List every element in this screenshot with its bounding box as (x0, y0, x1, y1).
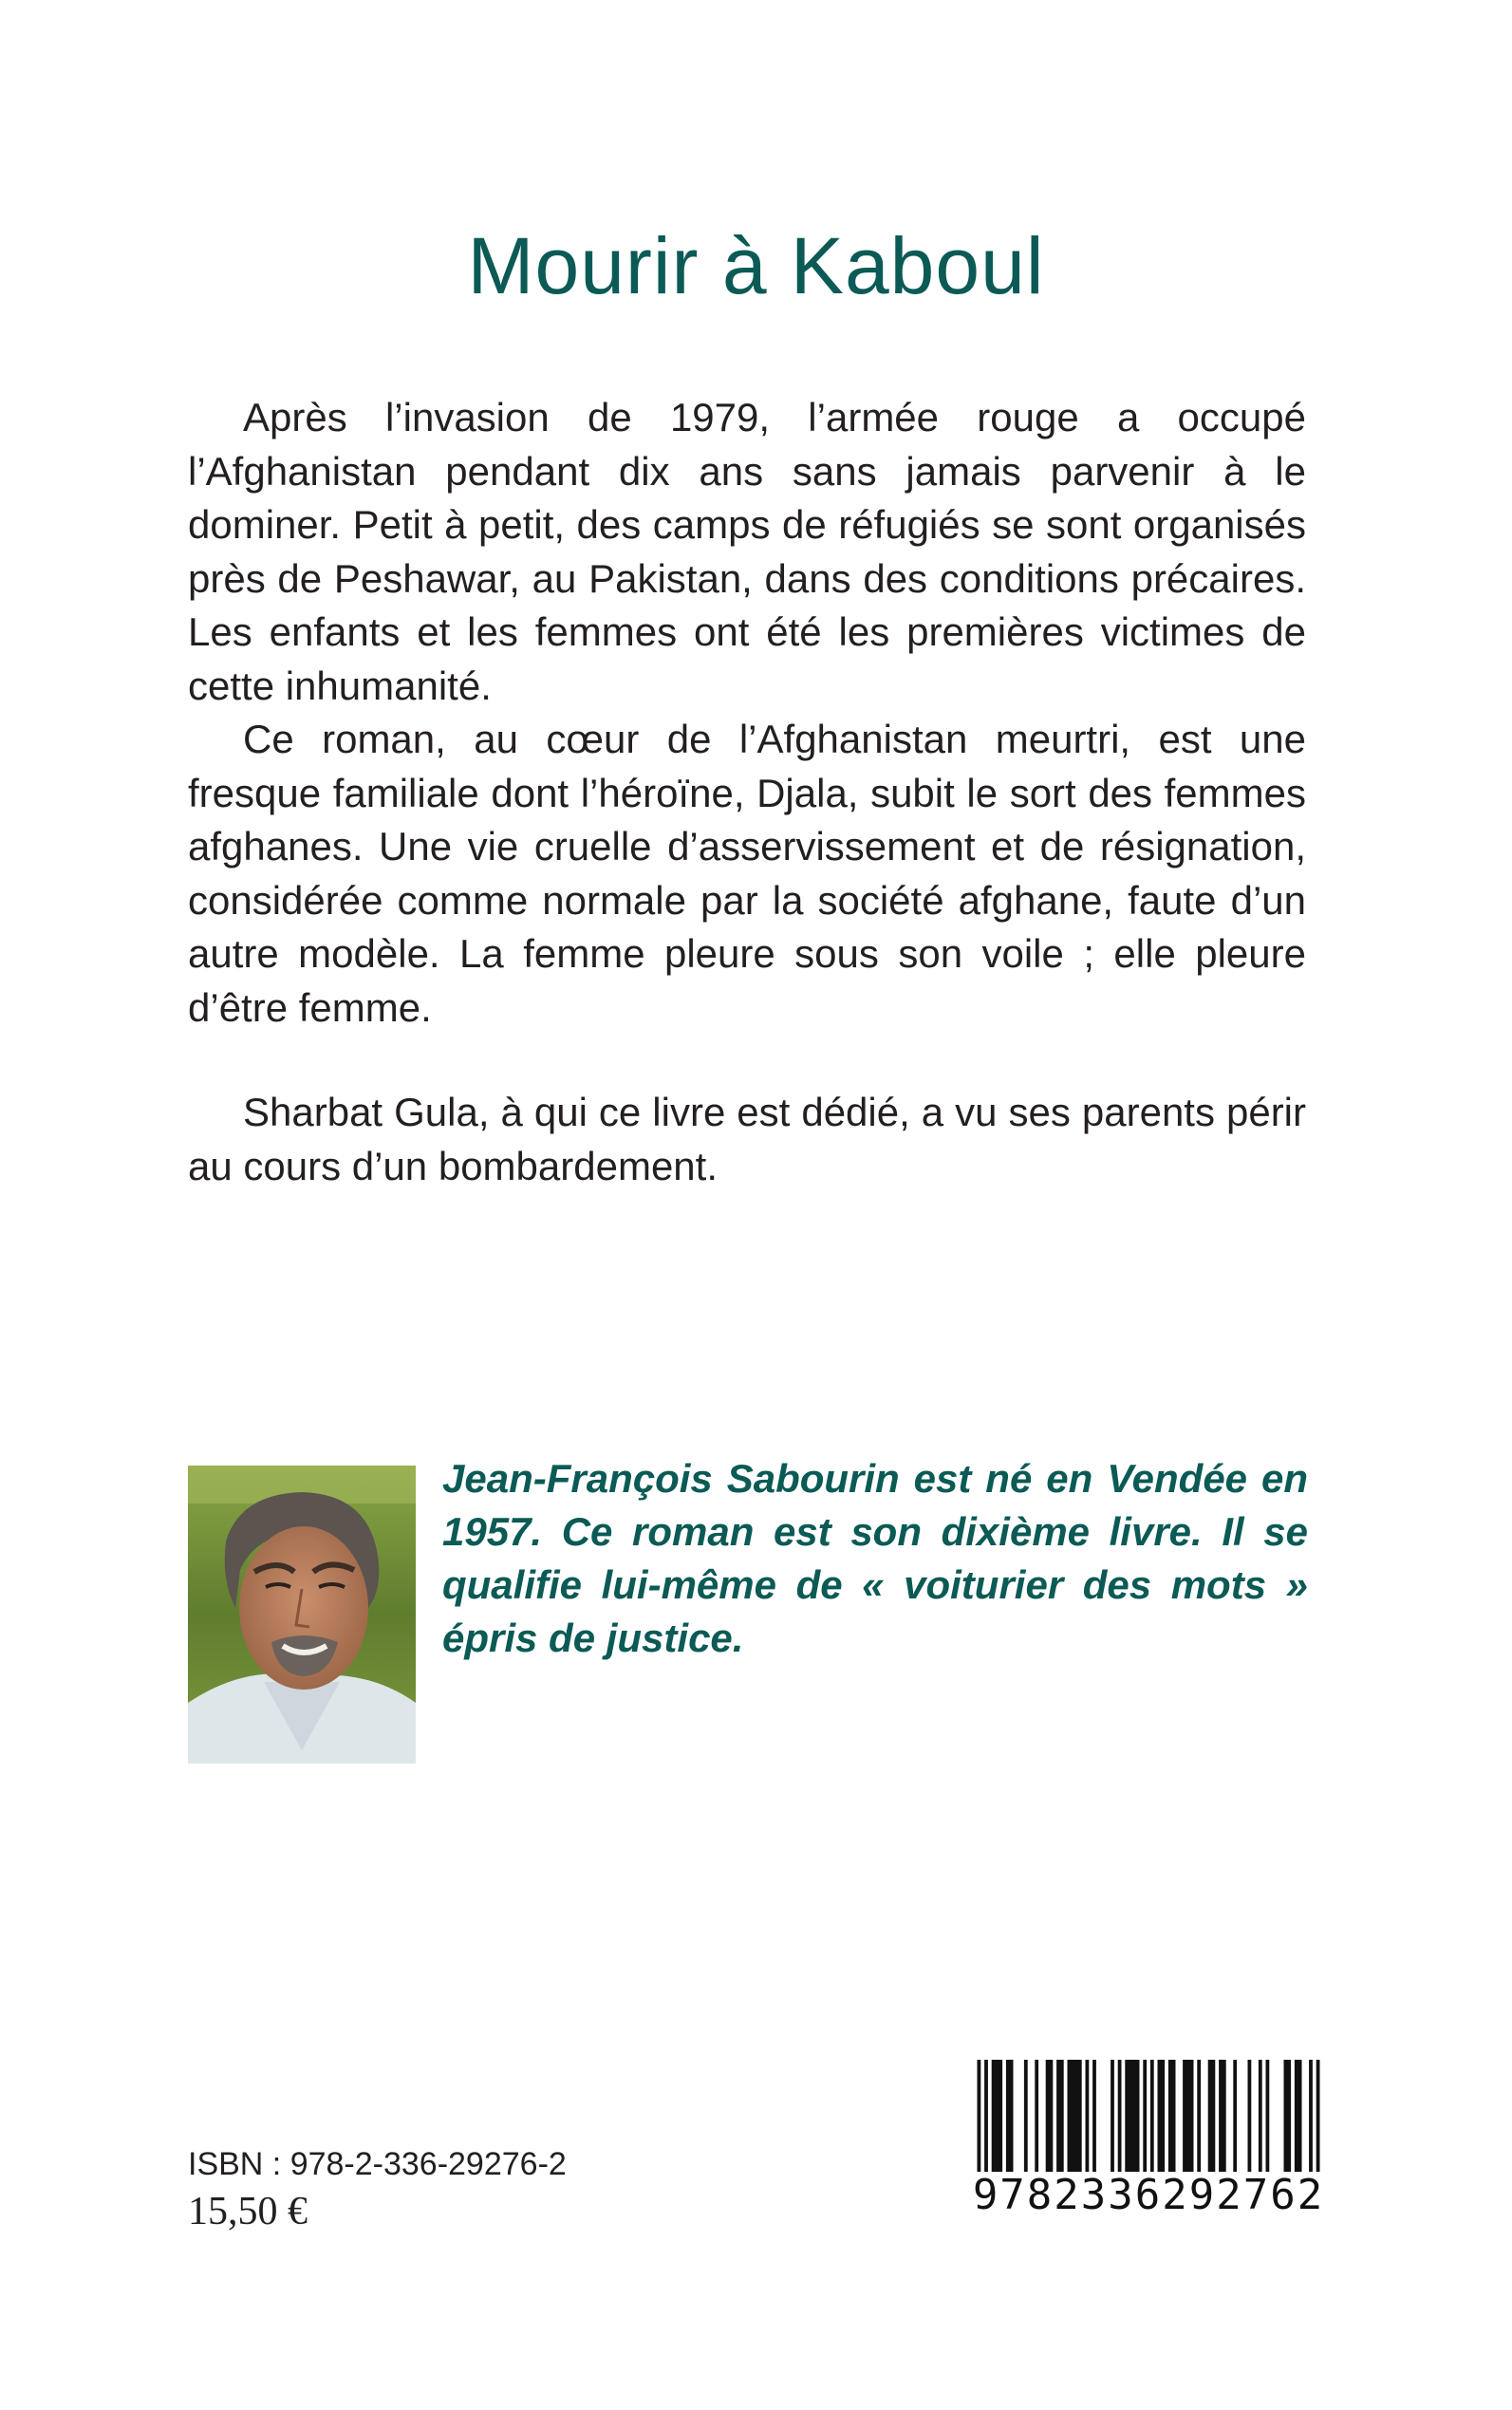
barcode-bar-13 (1125, 2060, 1139, 2172)
barcode-bar-16 (1158, 2060, 1166, 2172)
barcode-bar-4 (1024, 2060, 1028, 2172)
isbn-label: ISBN : 978-2-336-29276-2 (188, 2146, 567, 2182)
barcode-bar-11 (1111, 2060, 1114, 2172)
barcode-bar-24 (1259, 2060, 1262, 2172)
barcode-bar-23 (1248, 2060, 1252, 2172)
barcode-bar-25 (1266, 2060, 1270, 2172)
barcode-bar-22 (1233, 2060, 1237, 2172)
barcode-bar-27 (1295, 2060, 1302, 2172)
summary-paragraph-1: Après l’invasion de 1979, l’armée rouge a occupé l’Afghanistan pendant dix ans sans jamais parvenir à le dominer. Petit à petit, des camps de réfugiés se sont organisés près de Peshawar, au Pakistan, dans des conditions précaires. Les enfants et les femmes ont été les premières victimes de cette inhumanité. (188, 395, 1306, 708)
back-cover-summary (188, 391, 1306, 1193)
author-photo (188, 1466, 416, 1764)
barcode-bar-7 (1056, 2060, 1064, 2172)
barcode-bar-18 (1183, 2060, 1193, 2172)
book-title: Mourir à Kaboul (467, 221, 1045, 310)
barcode-bar-5 (1035, 2060, 1038, 2172)
barcode-bar-20 (1208, 2060, 1216, 2172)
summary-paragraph-3: Sharbat Gula, à qui ce livre est dédié, a vu ses parents périr au cours d’un bombardement. (188, 1090, 1306, 1188)
barcode-bar-26 (1284, 2060, 1292, 2172)
barcode-bar-9 (1086, 2060, 1090, 2172)
price-label: 15,50 € (188, 2190, 308, 2233)
barcode-bar-19 (1197, 2060, 1201, 2172)
barcode-bar-6 (1046, 2060, 1054, 2172)
barcode-bar-29 (1316, 2060, 1320, 2183)
author-bio: Jean-François Sabourin est né en Vendée en 1957. Ce roman est son dixième livre. Il se qualifie lui-même de « voiturier des mots » épris de justice. (442, 1456, 1308, 1660)
barcode-bar-12 (1118, 2060, 1122, 2172)
barcode-bar-2 (992, 2060, 1002, 2172)
barcode-bar-17 (1168, 2060, 1176, 2172)
barcode-bar-3 (1006, 2060, 1014, 2172)
barcode-bar-0 (978, 2060, 981, 2183)
barcode-bar-14 (1143, 2060, 1147, 2183)
barcode-bar-28 (1309, 2060, 1313, 2183)
summary-paragraph-2: Ce roman, au cœur de l’Afghanistan meurtri, est une fresque familiale dont l’héroïne, Djala, subit le sort des femmes afghanes. Une vie cruelle d’asservissement et de résignation, considérée comme normale par la société afghane, faute d’un autre modèle. La femme pleure sous son voile ; elle pleure d’être femme. (188, 717, 1306, 1030)
barcode-bar-21 (1219, 2060, 1226, 2172)
barcode-bar-15 (1150, 2060, 1154, 2183)
barcode-bar-1 (984, 2060, 988, 2183)
barcode-bar-10 (1092, 2060, 1096, 2172)
barcode-bar-8 (1068, 2060, 1082, 2172)
barcode-digits: 9782336292762 (959, 2172, 1338, 2219)
